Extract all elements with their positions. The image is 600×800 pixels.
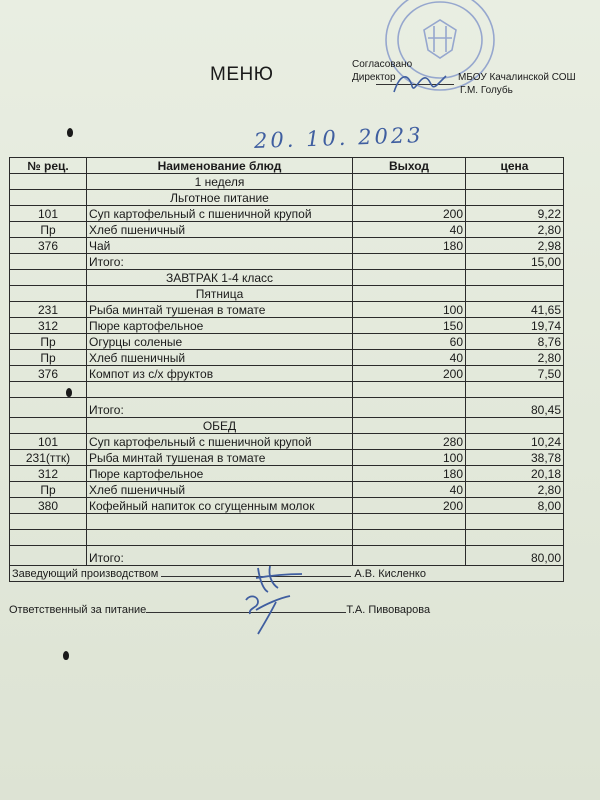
table-row: 231(ттк) Рыба минтай тушеная в томате 100 38,78 <box>10 450 564 466</box>
total-value: 80,00 <box>466 546 564 566</box>
manager-name: А.В. Кисленко <box>354 567 426 580</box>
table-row: Пр Хлеб пшеничный 40 2,80 <box>10 222 564 238</box>
section-row <box>10 270 564 286</box>
section-row <box>10 286 564 302</box>
table-row: 376 Чай 180 2,98 <box>10 238 564 254</box>
day-label: Пятница <box>87 286 353 302</box>
section-row <box>10 190 564 206</box>
responsible-sign-row <box>9 603 430 616</box>
total-label: Итого: <box>87 254 353 270</box>
total-row <box>10 398 564 418</box>
table-row: 312 Пюре картофельное 150 19,74 <box>10 318 564 334</box>
total-label: Итого: <box>87 546 353 566</box>
col-yield: Выход <box>353 158 466 174</box>
table-header-row <box>10 158 564 174</box>
paper-mark <box>66 388 72 397</box>
table-row: 380 Кофейный напиток со сгущенным молок 200 8,00 <box>10 498 564 514</box>
responsible-name: Т.А. Пивоварова <box>346 604 431 616</box>
menu-table <box>9 157 564 582</box>
paper-mark <box>63 651 69 660</box>
manager-label: Заведующий производством <box>12 567 159 580</box>
table-row: Пр Хлеб пшеничный 40 2,80 <box>10 350 564 366</box>
total-row <box>10 254 564 270</box>
table-row: Пр Огурцы соленые 60 8,76 <box>10 334 564 350</box>
director-name: Г.М. Голубь <box>460 85 513 96</box>
col-price: цена <box>466 158 564 174</box>
director-signature <box>390 68 450 98</box>
empty-row <box>10 530 564 546</box>
table-row: 312 Пюре картофельное 180 20,18 <box>10 466 564 482</box>
week-label: 1 неделя <box>87 174 353 190</box>
page-title: МЕНЮ <box>210 64 274 85</box>
table-row: 231 Рыба минтай тушеная в томате 100 41,65 <box>10 302 564 318</box>
total-label: Итого: <box>87 398 353 418</box>
section-breakfast: ЗАВТРАК 1-4 класс <box>87 270 353 286</box>
week-row <box>10 174 564 190</box>
col-dish-name: Наименование блюд <box>87 158 353 174</box>
approval-block <box>352 58 576 96</box>
approval-label: Согласовано <box>352 59 413 70</box>
total-value: 80,45 <box>466 398 564 418</box>
menu-date: 20. 10. 2023 <box>253 123 424 153</box>
col-recipe-num: № рец. <box>10 158 87 174</box>
responsible-label: Ответственный за питание <box>9 604 147 616</box>
table-row: 101 Суп картофельный с пшеничной крупой 280 10,24 <box>10 434 564 450</box>
empty-row <box>10 382 564 398</box>
empty-row <box>10 514 564 530</box>
table-row: Пр Хлеб пшеничный 40 2,80 <box>10 482 564 498</box>
table-row: 101 Суп картофельный с пшеничной крупой 200 9,22 <box>10 206 564 222</box>
responsible-signature <box>236 590 296 636</box>
school-name: МБОУ Качалинской СОШ <box>458 72 576 83</box>
paper-mark <box>67 128 73 137</box>
section-lunch: ОБЕД <box>87 418 353 434</box>
section-row <box>10 418 564 434</box>
total-value: 15,00 <box>466 254 564 270</box>
table-row: 376 Компот из с/х фруктов 200 7,50 <box>10 366 564 382</box>
approval-position: Директор <box>352 72 396 83</box>
section-preferential: Льготное питание <box>87 190 353 206</box>
